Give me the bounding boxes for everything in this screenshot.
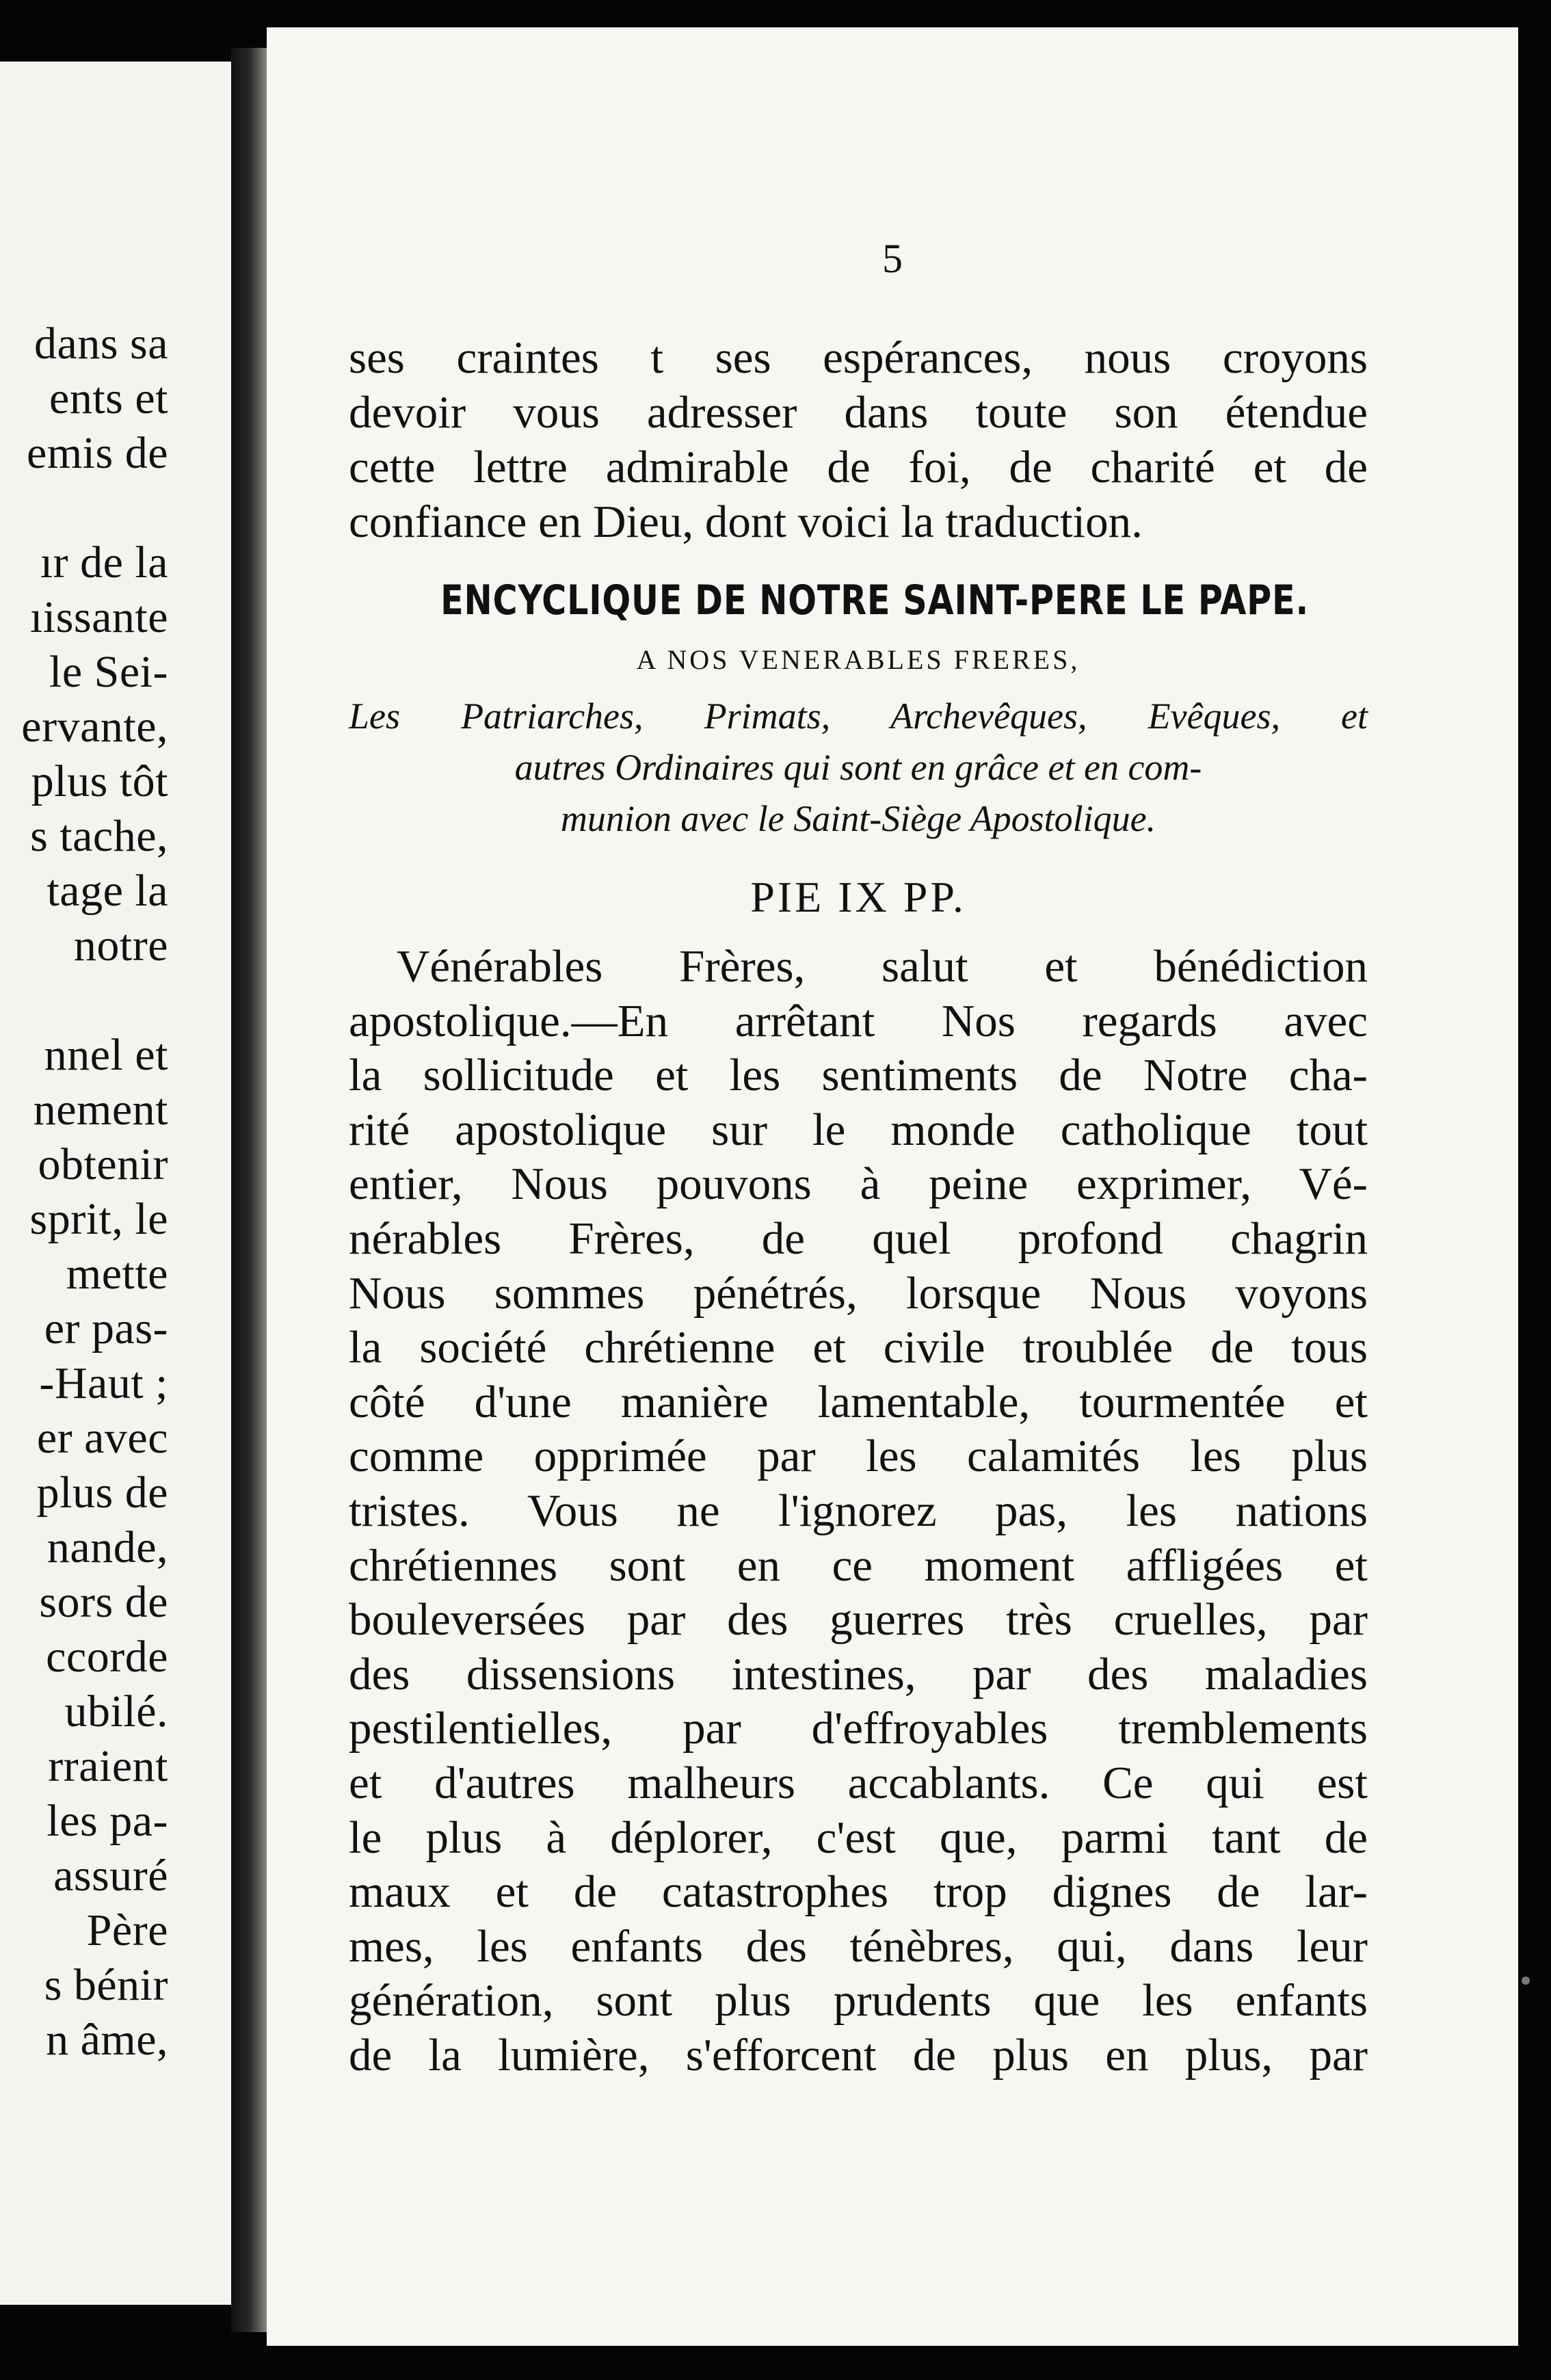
intro-line: confiance en Dieu, dont voici la traduction.	[349, 497, 1143, 547]
left-page-line: notre	[73, 921, 168, 970]
body-line: maux et de catastrophes trop dignes de lar-	[349, 1866, 1368, 1917]
left-page-line: le Sei-	[49, 647, 168, 697]
body-line: bouleversées par des guerres très cruelles, par	[349, 1594, 1368, 1645]
body-line: et d'autres malheurs accablants. Ce qui est	[349, 1758, 1368, 1808]
left-page-line: sprit, le	[29, 1194, 168, 1244]
left-page-line: assuré	[53, 1851, 168, 1901]
body-line: le plus à déplorer, c'est que, parmi tant de	[349, 1812, 1368, 1863]
left-facing-page	[0, 62, 231, 2305]
left-page-line: ubilé.	[64, 1687, 168, 1736]
page-number: 5	[882, 236, 903, 281]
addressees-line: autres Ordinaires qui sont en grâce et en com-	[514, 747, 1202, 788]
body-line: mes, les enfants des ténèbres, qui, dans leur	[349, 1921, 1368, 1972]
body-line: rité apostolique sur le monde catholique tout	[349, 1105, 1368, 1155]
left-page-line: ervante,	[21, 702, 168, 752]
pope-signature: PIE IX PP.	[750, 873, 966, 921]
addressees-line: munion avec le Saint-Siège Apostolique.	[560, 798, 1156, 839]
body-line: Vénérables Frères, salut et bénédiction	[397, 941, 1368, 992]
body-line: de la lumière, s'efforcent de plus en plus, par	[349, 2030, 1368, 2080]
body-line: nérables Frères, de quel profond chagrin	[349, 1213, 1368, 1264]
left-page-line: mette	[66, 1249, 168, 1299]
left-page-line: nement	[33, 1085, 168, 1135]
scan-speck	[1522, 1976, 1530, 1985]
left-page-line: sors de	[39, 1577, 168, 1627]
left-page-line: ıissante	[30, 592, 168, 642]
encyclical-heading: ENCYCLIQUE DE NOTRE SAINT-PERE LE PAPE.	[440, 577, 1309, 624]
intro-line: cette lettre admirable de foi, de charité et de	[349, 442, 1368, 492]
left-page-line: emis de	[27, 428, 168, 478]
addressees-line: Les Patriarches, Primats, Archevêques, Evêques, et	[349, 696, 1368, 737]
left-page-line: Père	[86, 1905, 168, 1955]
intro-line: devoir vous adresser dans toute son étendue	[349, 387, 1368, 438]
right-page	[267, 27, 1518, 2346]
body-line: génération, sont plus prudents que les enfants	[349, 1975, 1368, 2026]
body-line: la société chrétienne et civile troublée de tous	[349, 1322, 1368, 1373]
body-line: pestilentielles, par d'effroyables tremblements	[349, 1703, 1368, 1754]
left-page-line: ents et	[49, 373, 168, 423]
left-page-line: ccorde	[46, 1632, 168, 1682]
body-line: tristes. Vous ne l'ignorez pas, les nations	[349, 1485, 1368, 1536]
left-page-line: s tache,	[30, 811, 168, 861]
body-line: chrétiennes sont en ce moment affligées et	[349, 1540, 1368, 1591]
left-page-line: rraient	[48, 1741, 168, 1791]
left-page-line: obtenir	[38, 1139, 168, 1189]
left-page-line: tage la	[47, 866, 168, 916]
left-page-line: les pa-	[47, 1796, 168, 1846]
left-page-line: nande,	[47, 1522, 168, 1572]
body-line: la sollicitude et les sentiments de Notre cha-	[349, 1050, 1368, 1100]
address-line: A NOS VENERABLES FRERES,	[636, 644, 1081, 675]
left-page-line: nnel et	[44, 1030, 168, 1080]
body-line: entier, Nous pouvons à peine exprimer, Vé-	[349, 1159, 1368, 1209]
body-line: Nous sommes pénétrés, lorsque Nous voyons	[349, 1268, 1368, 1319]
left-page-line: ır de la	[40, 538, 168, 587]
left-page-line: er pas-	[44, 1304, 168, 1353]
body-line: apostolique.—En arrêtant Nos regards avec	[349, 996, 1368, 1046]
page-text-block	[349, 27, 1368, 2346]
left-page-line: er avec	[36, 1413, 168, 1463]
left-page-line: n âme,	[46, 2015, 168, 2065]
intro-line: ses craintes t ses espérances, nous croyons	[349, 332, 1368, 383]
body-line: comme opprimée par les calamités les plus	[349, 1431, 1368, 1481]
left-page-line: -Haut ;	[39, 1358, 168, 1408]
left-page-line: s bénir	[44, 1960, 168, 2010]
body-line: côté d'une manière lamentable, tourmentée et	[349, 1377, 1368, 1427]
left-page-line: plus de	[36, 1468, 168, 1518]
body-line: des dissensions intestines, par des maladies	[349, 1649, 1368, 1700]
left-page-line: plus tôt	[31, 756, 168, 806]
left-page-line: dans sa	[34, 319, 168, 369]
